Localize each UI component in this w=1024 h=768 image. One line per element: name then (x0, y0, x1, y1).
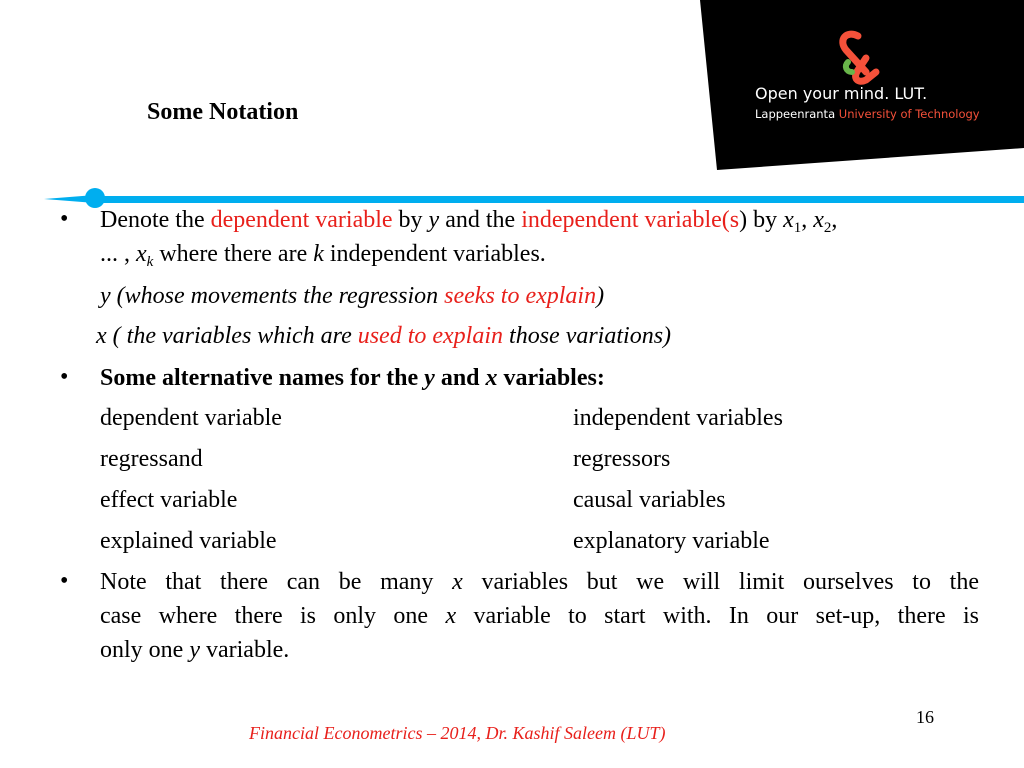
bullet-3-line-1 (100, 565, 979, 599)
bullet-3-line-2 (100, 599, 979, 633)
text-run: Note that there can be many (100, 569, 453, 595)
x-symbol: x (452, 569, 463, 595)
text-run: y (whose movements the regression (100, 283, 445, 309)
table-cell-left: dependent variable (100, 405, 282, 431)
text-run: ) (596, 283, 605, 309)
y-symbol: y (424, 365, 435, 391)
x-symbol: x (485, 365, 498, 391)
bullet-marker: • (60, 568, 69, 594)
bullet-1-line-1 (100, 203, 837, 237)
bullet-2-heading (100, 361, 605, 395)
k-symbol: k (313, 241, 324, 267)
logo-university (755, 107, 980, 121)
text-run: , (831, 207, 838, 233)
x-symbol: x (136, 241, 147, 267)
table-cell-right: regressors (573, 446, 671, 472)
independent-variable-term: independent variable(s (521, 207, 740, 233)
table-cell-left: effect variable (100, 487, 238, 513)
bullet-marker: • (60, 364, 69, 390)
text-run: and (434, 365, 486, 391)
table-cell-left: regressand (100, 446, 203, 472)
table-cell-right: explanatory variable (573, 528, 770, 554)
text-run: only one (100, 637, 190, 663)
x-symbol: x (813, 207, 824, 233)
subscript: k (146, 254, 154, 270)
slide-number: 16 (916, 707, 934, 727)
header-rule (90, 196, 1024, 203)
used-to-explain-term: used to explain (357, 323, 504, 349)
text-run: where there are (153, 241, 314, 267)
text-run: variable. (199, 637, 290, 663)
text-run: x ( the variables which are (96, 323, 358, 349)
bullet-1-line-2 (100, 237, 546, 271)
y-symbol: y (428, 207, 440, 233)
table-cell-right: independent variables (573, 405, 783, 431)
x-description-line (96, 319, 671, 353)
text-run: variables: (497, 365, 605, 391)
text-run: independent variables. (323, 241, 546, 267)
text-run: variable to start with. In our set-up, there is (456, 603, 979, 629)
text-run: ... , (100, 241, 136, 267)
table-cell-right: causal variables (573, 487, 726, 513)
text-run: Denote the (100, 207, 211, 233)
slide-title: Some Notation (147, 99, 299, 125)
y-description-line (100, 279, 604, 313)
dependent-variable-term: dependent variable (210, 207, 393, 233)
logo-university-name: University of Technology (838, 107, 980, 121)
text-run: case where there is only one (100, 603, 446, 629)
footer-text: Financial Econometrics – 2014, Dr. Kashif Saleem (LUT) (249, 723, 666, 743)
x-symbol: x (783, 207, 794, 233)
text-run: , (801, 207, 814, 233)
text-run: and the (439, 207, 522, 233)
logo-university-city: Lappeenranta (755, 107, 839, 121)
text-run: ) by (739, 207, 784, 233)
x-symbol: x (445, 603, 457, 629)
bullet-marker: • (60, 206, 69, 232)
text-run: Some alternative names for the (100, 365, 425, 391)
subscript: 1 (793, 220, 802, 236)
text-run: by (392, 207, 429, 233)
y-symbol: y (189, 637, 200, 663)
subscript: 2 (823, 220, 832, 236)
table-cell-left: explained variable (100, 528, 277, 554)
seeks-to-explain-term: seeks to explain (444, 283, 597, 309)
text-run: those variations) (503, 323, 672, 349)
logo-tagline: Open your mind. LUT. (755, 84, 928, 103)
text-run: variables but we will limit ourselves to the (462, 569, 979, 595)
bullet-3-line-3 (100, 633, 979, 667)
